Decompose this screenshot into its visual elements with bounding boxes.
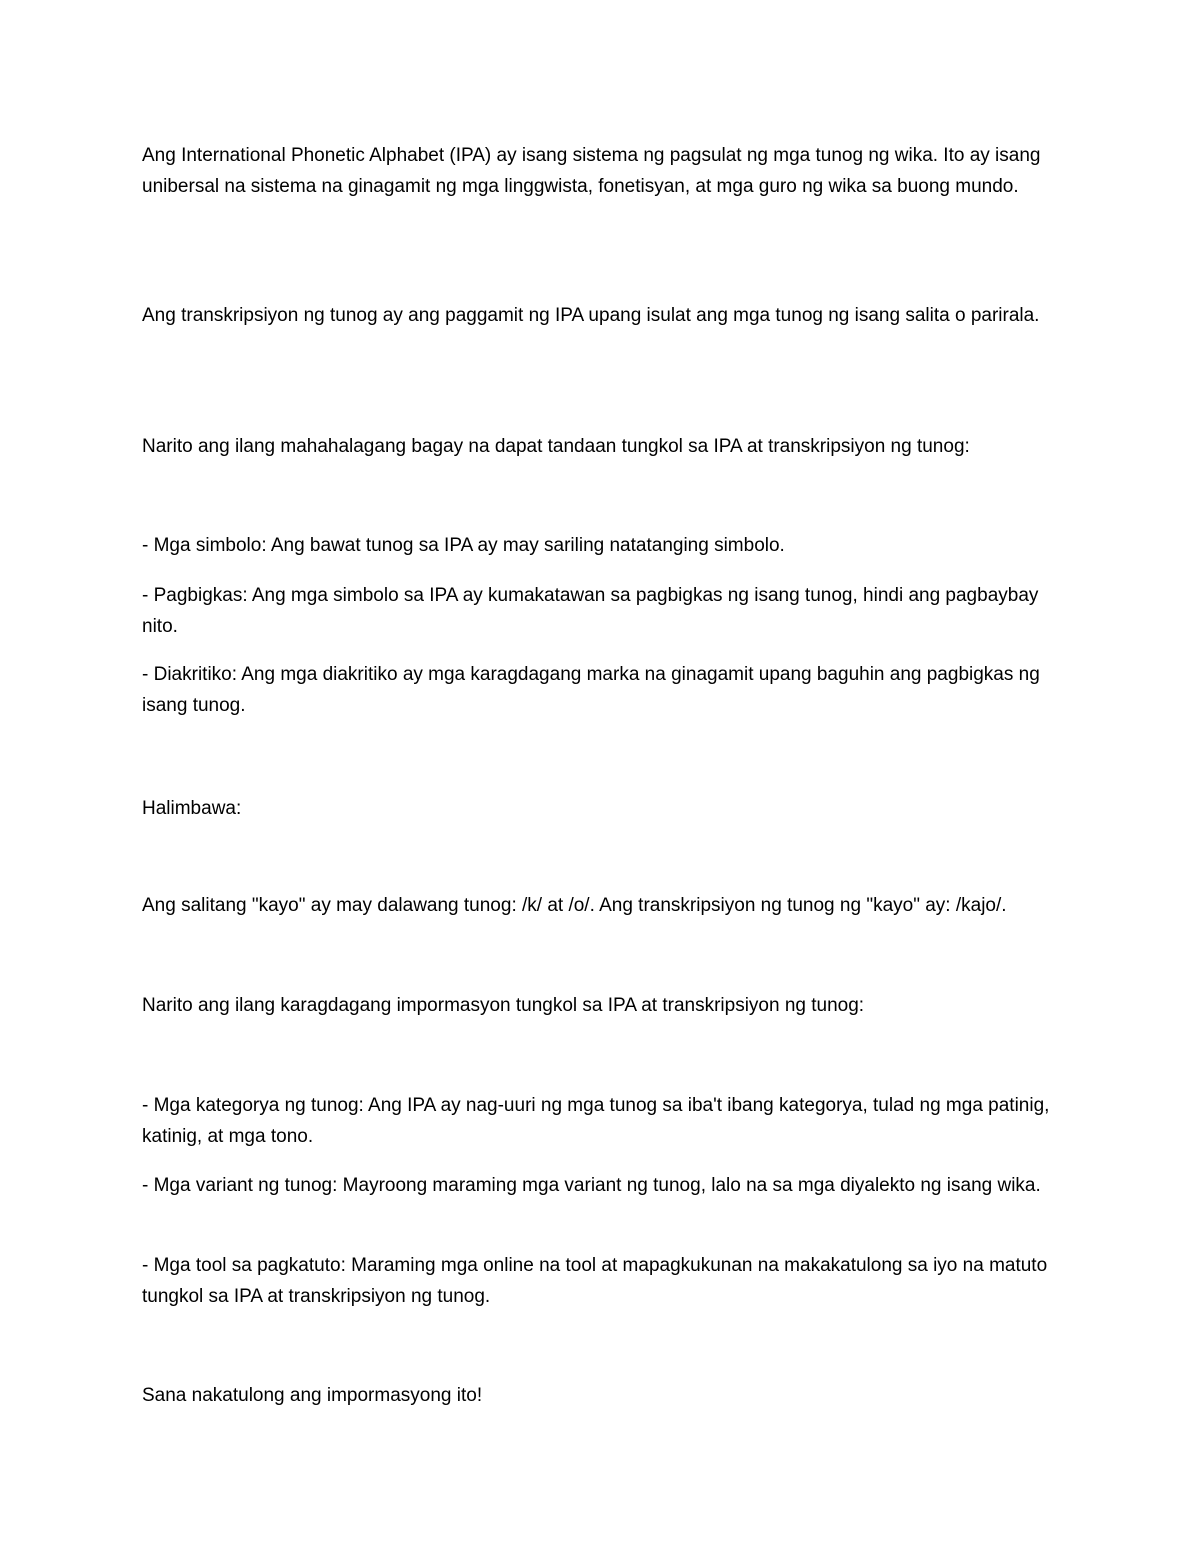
intro-paragraph: Ang International Phonetic Alphabet (IPA) ay isang sistema ng pagsulat ng mga tunog ng wika. Ito ay isang unibersal na sistema na ginagamit ng mga linggwista, fonetisyan, at mga guro ng wika sa buong mundo. [142, 145, 1041, 197]
example-heading: Halimbawa: [142, 798, 242, 819]
list-item-symbols: - Mga simbolo: Ang bawat tunog sa IPA ay may sariling natatanging simbolo. [142, 535, 785, 556]
list-item-variants: - Mga variant ng tunog: Mayroong maraming mga variant ng tunog, lalo na sa mga diyalekto ng isang wika. [142, 1175, 1041, 1196]
list-item-learning-tools: - Mga tool sa pagkatuto: Maraming mga online na tool at mapagkukunan na makakatulong sa iyo na matuto tungkol sa IPA at transkripsiyon ng tunog. [142, 1255, 1048, 1307]
transcription-definition: Ang transkripsiyon ng tunog ay ang paggamit ng IPA upang isulat ang mga tunog ng isang salita o parirala. [142, 305, 1040, 326]
closing-paragraph: Sana nakatulong ang impormasyong ito! [142, 1385, 483, 1406]
example-paragraph: Ang salitang "kayo" ay may dalawang tunog: /k/ at /o/. Ang transkripsiyon ng tunog ng "kayo" ay: /kajo/. [142, 895, 1007, 916]
list-item-categories: - Mga kategorya ng tunog: Ang IPA ay nag-uuri ng mga tunog sa iba't ibang kategorya, tulad ng mga patinig, katinig, at mga tono. [142, 1095, 1050, 1147]
additional-info-heading: Narito ang ilang karagdagang impormasyon tungkol sa IPA at transkripsiyon ng tunog: [142, 995, 865, 1016]
list-item-diacritics: - Diakritiko: Ang mga diakritiko ay mga karagdagang marka na ginagamit upang baguhin ang pagbigkas ng isang tunog. [142, 664, 1040, 716]
key-points-heading: Narito ang ilang mahahalagang bagay na dapat tandaan tungkol sa IPA at transkripsiyon ng tunog: [142, 436, 970, 457]
list-item-pronunciation: - Pagbigkas: Ang mga simbolo sa IPA ay kumakatawan sa pagbigkas ng isang tunog, hindi ang pagbaybay nito. [142, 585, 1039, 637]
